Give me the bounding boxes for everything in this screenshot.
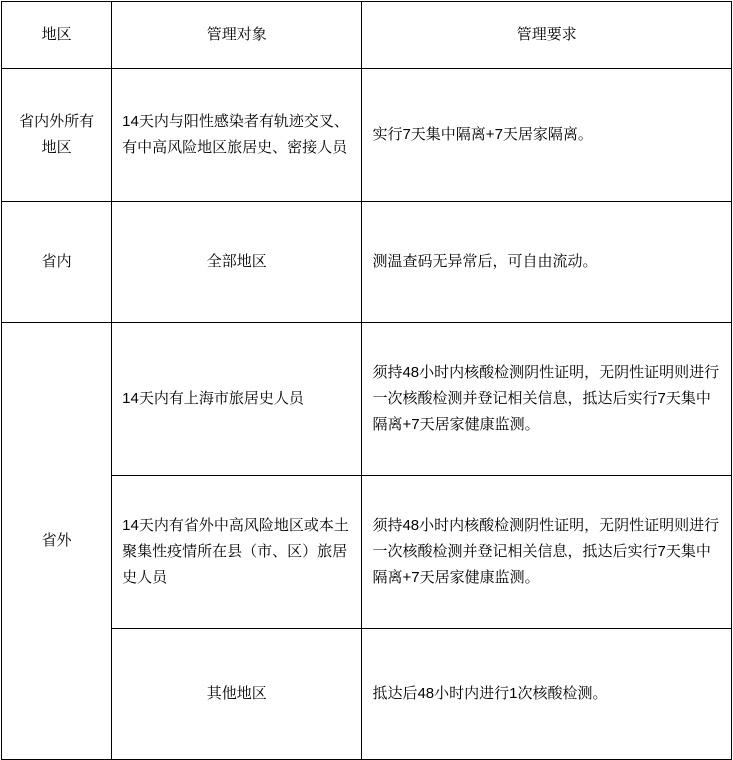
cell-object: 14天内有上海市旅居史人员 bbox=[112, 323, 362, 476]
cell-region: 省内 bbox=[2, 202, 112, 323]
table-header-row bbox=[2, 2, 732, 69]
table-row bbox=[2, 323, 732, 476]
table-row bbox=[2, 476, 732, 629]
policy-table bbox=[1, 1, 732, 760]
column-header-requirement: 管理要求 bbox=[362, 2, 732, 69]
column-header-region: 地区 bbox=[2, 2, 112, 69]
table-row bbox=[2, 69, 732, 202]
cell-object: 14天内有省外中高风险地区或本土聚集性疫情所在县（市、区）旅居史人员 bbox=[112, 476, 362, 629]
cell-requirement: 须持48小时内核酸检测阴性证明，无阴性证明则进行一次核酸检测并登记相关信息，抵达后实行7天集中隔离+7天居家健康监测。 bbox=[362, 323, 732, 476]
cell-requirement: 抵达后48小时内进行1次核酸检测。 bbox=[362, 629, 732, 760]
cell-object: 全部地区 bbox=[112, 202, 362, 323]
table-row bbox=[2, 629, 732, 760]
cell-requirement: 测温查码无异常后，可自由流动。 bbox=[362, 202, 732, 323]
cell-object: 14天内与阳性感染者有轨迹交叉、有中高风险地区旅居史、密接人员 bbox=[112, 69, 362, 202]
cell-region-merged: 省外 bbox=[2, 323, 112, 760]
cell-requirement: 须持48小时内核酸检测阴性证明，无阴性证明则进行一次核酸检测并登记相关信息，抵达后实行7天集中隔离+7天居家健康监测。 bbox=[362, 476, 732, 629]
table-row bbox=[2, 202, 732, 323]
cell-object: 其他地区 bbox=[112, 629, 362, 760]
cell-requirement: 实行7天集中隔离+7天居家隔离。 bbox=[362, 69, 732, 202]
column-header-object: 管理对象 bbox=[112, 2, 362, 69]
cell-region: 省内外所有地区 bbox=[2, 69, 112, 202]
